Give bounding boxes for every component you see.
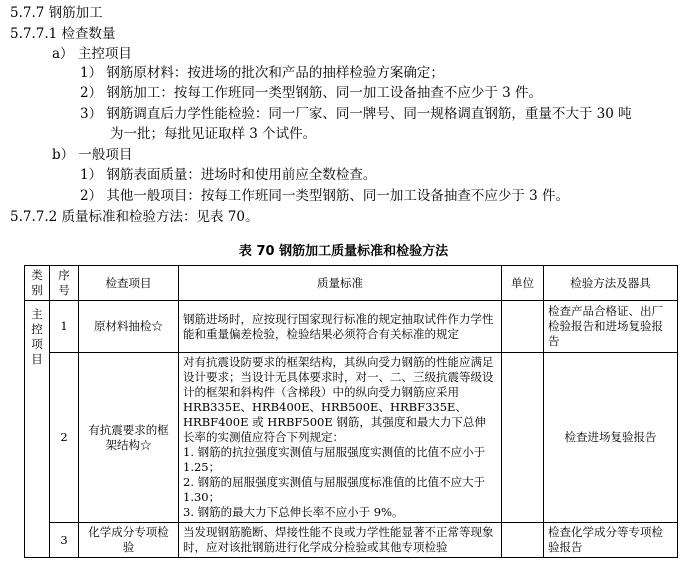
table-row: [25, 523, 678, 558]
standard-cell: 当发现钢筋脆断、焊接性能不良或力学性能显著不正常等现象时，应对该批钢筋进行化学成分检验或其他专项检验: [179, 523, 502, 558]
table-row: [25, 353, 678, 523]
header-category: 类别: [25, 266, 50, 301]
table-caption: 表 70 钢筋加工质量标准和检验方法: [238, 244, 449, 259]
header-item: 检查项目: [79, 266, 179, 301]
item-cell: 化学成分专项检验: [79, 523, 179, 558]
standard-cell: 钢筋进场时，应按现行国家现行标准的规定抽取试件作力学性能和重量偏差检验，检验结果必须符合有关标准的规定: [179, 301, 502, 353]
quality-standard-table: [24, 265, 678, 558]
method-cell: 检查化学成分等专项检验报告: [544, 523, 678, 558]
method-cell: 检查进场复验报告: [544, 353, 678, 523]
table-header-row: [25, 266, 678, 301]
header-method: 检验方法及器具: [544, 266, 678, 301]
section-heading-5772: 5.7.7.2 质量标准和检验方法：见表 70。: [10, 209, 259, 225]
table-row: [25, 301, 678, 353]
main-item-3: 3） 钢筋调直后力学性能检验：同一厂家、同一牌号、同一规格调直钢筋，重量不大于 30 吨: [80, 106, 632, 122]
unit-cell: [502, 523, 544, 558]
standard-intro: 对有抗震设防要求的框架结构，其纵向受力钢筋的性能应满足设计要求；当设计无具体要求时，对一、二、三级抗震等级设计的框架和斜构件（含梯段）中的纵向受力钢筋应采用 HRB335E、HRB400E、HRB500E、HRBF335E、HRBF400E 或 HRBF500E 钢筋，其强度和最大力下总伸长率的实测值应符合下列规定：: [183, 355, 494, 444]
general-items-title: b） 一般项目: [52, 147, 133, 163]
standard-cell: [179, 353, 502, 523]
section-heading-577: 5.7.7 钢筋加工: [10, 5, 103, 21]
item-cell: 有抗震要求的框架结构☆: [79, 353, 179, 523]
header-standard: 质量标准: [179, 266, 502, 301]
seq-cell: 3: [50, 523, 79, 558]
main-items-title: a） 主控项目: [52, 46, 132, 62]
header-unit: 单位: [502, 266, 544, 301]
seq-cell: 2: [50, 353, 79, 523]
seq-cell: 1: [50, 301, 79, 353]
unit-cell: [502, 301, 544, 353]
standard-point-3: 3. 钢筋的最大力下总伸长率不应小于 9%。: [183, 505, 404, 519]
unit-cell: [502, 353, 544, 523]
main-item-3-cont: 为一批；每批见证取样 3 个试件。: [110, 126, 317, 142]
section-heading-5771: 5.7.7.1 检查数量: [10, 26, 116, 42]
main-item-1: 1） 钢筋原材料：按进场的批次和产品的抽样检验方案确定；: [80, 65, 444, 81]
standard-point-2: 2. 钢筋的屈服强度实测值与屈服强度标准值的比值不应大于 1.30；: [183, 475, 486, 504]
main-item-2: 2） 钢筋加工：按每工作班同一类型钢筋、同一加工设备抽查不应少于 3 件。: [80, 85, 543, 101]
category-cell: 主控项目: [25, 301, 50, 558]
method-cell: 检查产品合格证、出厂检验报告和进场复验报告: [544, 301, 678, 353]
item-cell: 原材料抽检☆: [79, 301, 179, 353]
header-seq: 序号: [50, 266, 79, 301]
standard-point-1: 1. 钢筋的抗拉强度实测值与屈服强度实测值的比值不应小于 1.25；: [183, 445, 486, 474]
general-item-2: 2） 其他一般项目：按每工作班同一类型钢筋、同一加工设备抽查不应少于 3 件。: [80, 188, 570, 204]
general-item-1: 1） 钢筋表面质量：进场时和使用前应全数检查。: [80, 167, 377, 183]
